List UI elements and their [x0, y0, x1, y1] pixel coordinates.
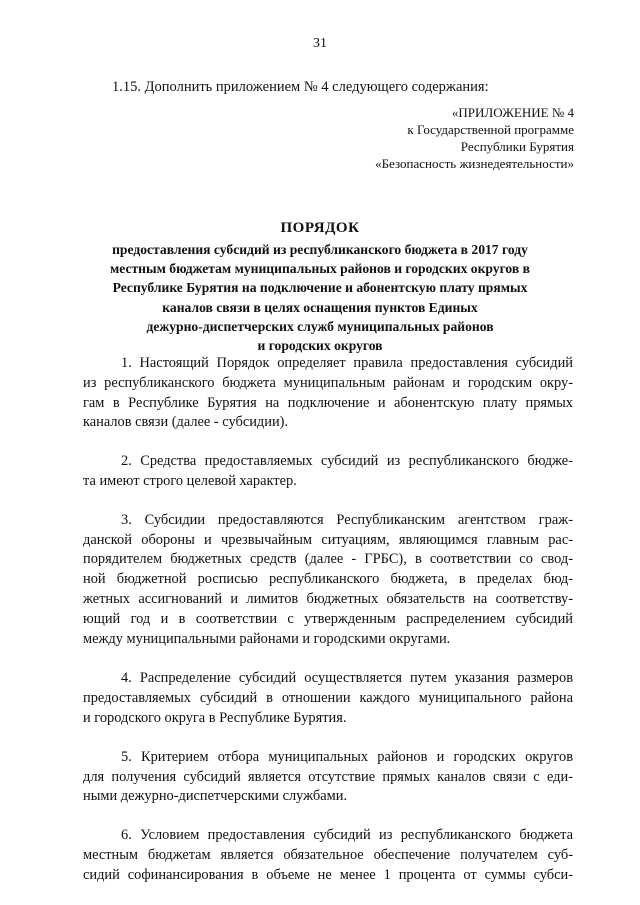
- paragraph-6: [83, 826, 573, 885]
- paragraph-3: [83, 511, 573, 650]
- paragraph-line: жетных ассигнований и лимитов бюджетных обязательств на соответству-: [83, 590, 573, 607]
- paragraph-line: местным бюджетам является обязательное обеспечение получателем суб-: [83, 846, 573, 863]
- paragraph-line: ными дежурно-диспетчерскими службами.: [83, 788, 348, 805]
- appendix-line: «ПРИЛОЖЕНИЕ № 4: [451, 105, 574, 120]
- paragraph-line: 1. Настоящий Порядок определяет правила предоставления субсидий: [121, 355, 573, 371]
- paragraph-line: для получения субсидий является отсутствие прямых каналов связи с еди-: [83, 768, 573, 785]
- appendix-line: к Государственной программе: [407, 122, 574, 137]
- heading-subtitle-line: предоставления субсидий из республиканского бюджета в 2017 году: [112, 242, 528, 257]
- paragraph-line: порядителем бюджетных средств (далее - ГРБС), в соответствии со свод-: [83, 551, 573, 568]
- paragraph-line: 2. Средства предоставляемых субсидий из республиканского бюдже-: [121, 453, 573, 470]
- paragraph-line: 6. Условием предоставления субсидий из республиканского бюджета: [121, 827, 573, 844]
- heading-subtitle-line: Республике Бурятия на подключение и абонентскую плату прямых: [112, 280, 528, 296]
- appendix-reference: [375, 104, 574, 172]
- paragraph-line: каналов связи (далее - субсидии).: [83, 414, 289, 431]
- appendix-line: «Безопасность жизнедеятельности»: [375, 156, 574, 171]
- heading-title: ПОРЯДОК: [280, 220, 360, 236]
- appendix-line: Республики Бурятия: [460, 139, 574, 154]
- paragraph-line: гам в Республике Бурятия на подключение и абонентскую плату прямых: [83, 394, 573, 411]
- paragraph-line: сидий софинансирования в объеме не менее 1 процента от суммы субси-: [83, 866, 573, 883]
- paragraph-1: [83, 354, 573, 433]
- paragraph-line: данской обороны и чрезвычайным ситуациям, являющимся главным рас-: [83, 531, 573, 548]
- paragraph-line: и городского округа в Республике Бурятия.: [83, 709, 347, 726]
- heading-subtitle-line: и городских округов: [257, 338, 383, 354]
- paragraph-line: ющий год и в соответствии с утвержденным распределением субсидий: [83, 610, 573, 627]
- paragraph-line: та имеют строго целевой характер.: [83, 472, 297, 489]
- heading-subtitle-line: местным бюджетам муниципальных районов и городских округов в: [110, 261, 530, 277]
- document-heading: [70, 219, 570, 355]
- paragraph-line: предоставляемых субсидий в отношении каждого муниципального района: [83, 690, 573, 707]
- heading-subtitle-line: дежурно-диспетчерских служб муниципальных районов: [146, 318, 494, 334]
- body-paragraphs: [83, 354, 573, 886]
- heading-subtitle: [70, 240, 570, 355]
- paragraph-2: [83, 452, 573, 492]
- paragraph-5: [83, 748, 573, 807]
- page-number: 31: [313, 36, 327, 51]
- paragraph-line: 4. Распределение субсидий осуществляется путем указания размеров: [121, 670, 573, 687]
- paragraph-4: [83, 669, 573, 728]
- paragraph-line: 5. Критерием отбора муниципальных районов и городских округов: [121, 748, 573, 765]
- paragraph-line: 3. Субсидии предоставляются Республиканским агентством граж-: [121, 511, 573, 528]
- paragraph-line: ной бюджетной росписью республиканского бюджета, в пределах бюд-: [83, 571, 573, 588]
- paragraph-line: из республиканского бюджета муниципальным районам и городским окру-: [83, 374, 573, 391]
- heading-subtitle-line: каналов связи в целях оснащения пунктов Единых: [162, 299, 478, 315]
- paragraph-line: между муниципальными районами и городскими округами.: [83, 630, 451, 647]
- intro-paragraph: 1.15. Дополнить приложением № 4 следующего содержания:: [112, 79, 489, 95]
